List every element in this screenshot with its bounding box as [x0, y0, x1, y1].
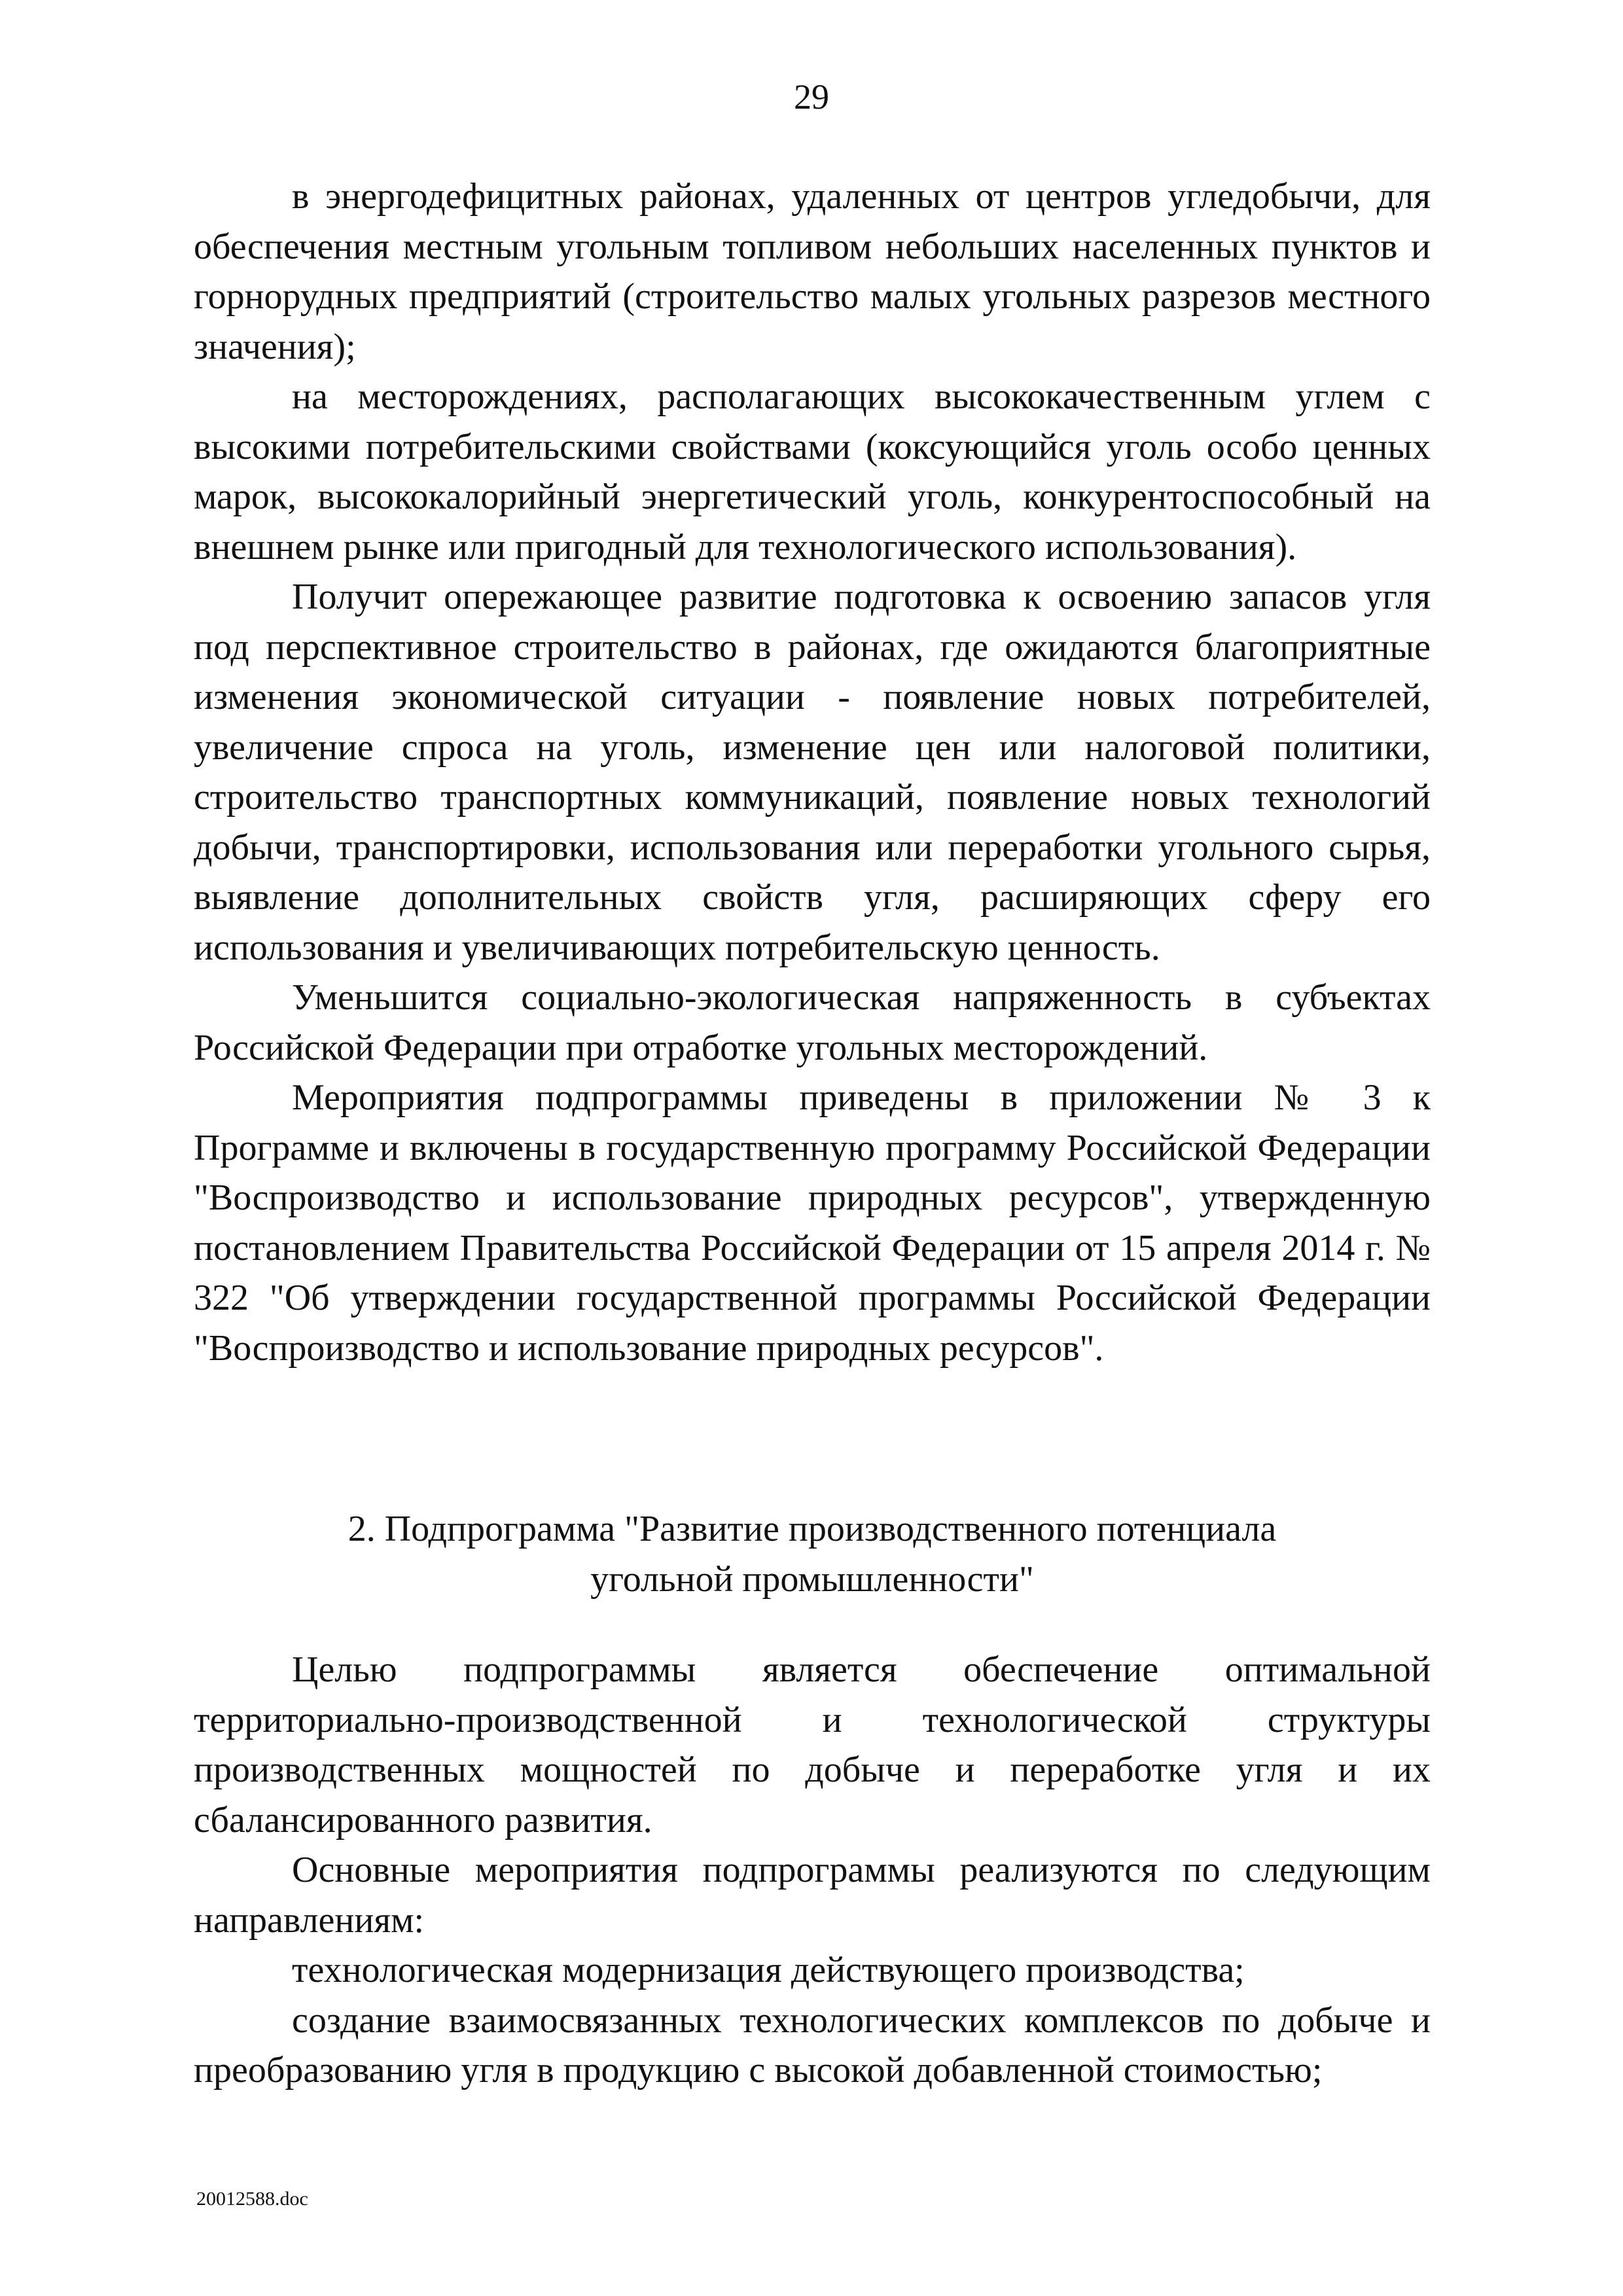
section-heading-line: 2. Подпрограмма "Развитие производственного потенциала	[348, 1509, 1277, 1549]
paragraph: Получит опережающее развитие подготовка к освоению запасов угля под перспективное строительство в районах, где ожидаются благоприятные изменения экономической ситуации - появление новых потребителей, увеличение спроса на уголь, изменение цен или налоговой политики, строительство транспортных коммуникаций, появление новых технологий добычи, транспортировки, использования или переработки угольного сырья, выявление дополнительных свойств угля, расширяющих сферу его использования и увеличивающих потребительскую ценность.	[194, 577, 1431, 968]
section-heading-line: угольной промышленности"	[590, 1558, 1034, 1600]
footer-filename: 20012588.doc	[196, 2188, 308, 2210]
paragraph: Уменьшится социально-экологическая напряженность в субъектах Российской Федерации при отработке угольных месторождений.	[194, 977, 1431, 1068]
page-number: 29	[794, 77, 829, 117]
section-body	[194, 1645, 1431, 2096]
list-item: создание взаимосвязанных технологических комплексов по добыче и преобразованию угля в продукцию с высокой добавленной стоимостью;	[194, 2000, 1431, 2090]
paragraph: Целью подпрограммы является обеспечение оптимальной территориально-производственной и технологической структуры производственных мощностей по добыче и переработке угля и их сбалансированного развития.	[194, 1649, 1431, 1840]
document-body	[194, 171, 1431, 1373]
paragraph: на месторождениях, располагающих высококачественным углем с высокими потребительскими свойствами (коксующийся уголь особо ценных марок, высококалорийный энергетический уголь, конкурентоспособный на внешнем рынке или пригодный для технологического использования).	[194, 376, 1431, 567]
list-item: технологическая модернизация действующего производства;	[292, 1950, 1245, 1990]
paragraph: Основные мероприятия подпрограммы реализуются по следующим направлениям:	[194, 1850, 1431, 1941]
section-heading	[194, 1504, 1431, 1604]
paragraph: Мероприятия подпрограммы приведены в приложении № 3 к Программе и включены в государственную программу Российской Федерации "Воспроизводство и использование природных ресурсов", утвержденную постановлением Правительства Российской Федерации от 15 апреля 2014 г. № 322 "Об утверждении государственной программы Российской Федерации "Воспроизводство и использование природных ресурсов".	[194, 1077, 1431, 1369]
paragraph: в энергодефицитных районах, удаленных от центров угледобычи, для обеспечения местным угольным топливом небольших населенных пунктов и горнорудных предприятий (строительство малых угольных разрезов местного значения);	[194, 176, 1431, 367]
